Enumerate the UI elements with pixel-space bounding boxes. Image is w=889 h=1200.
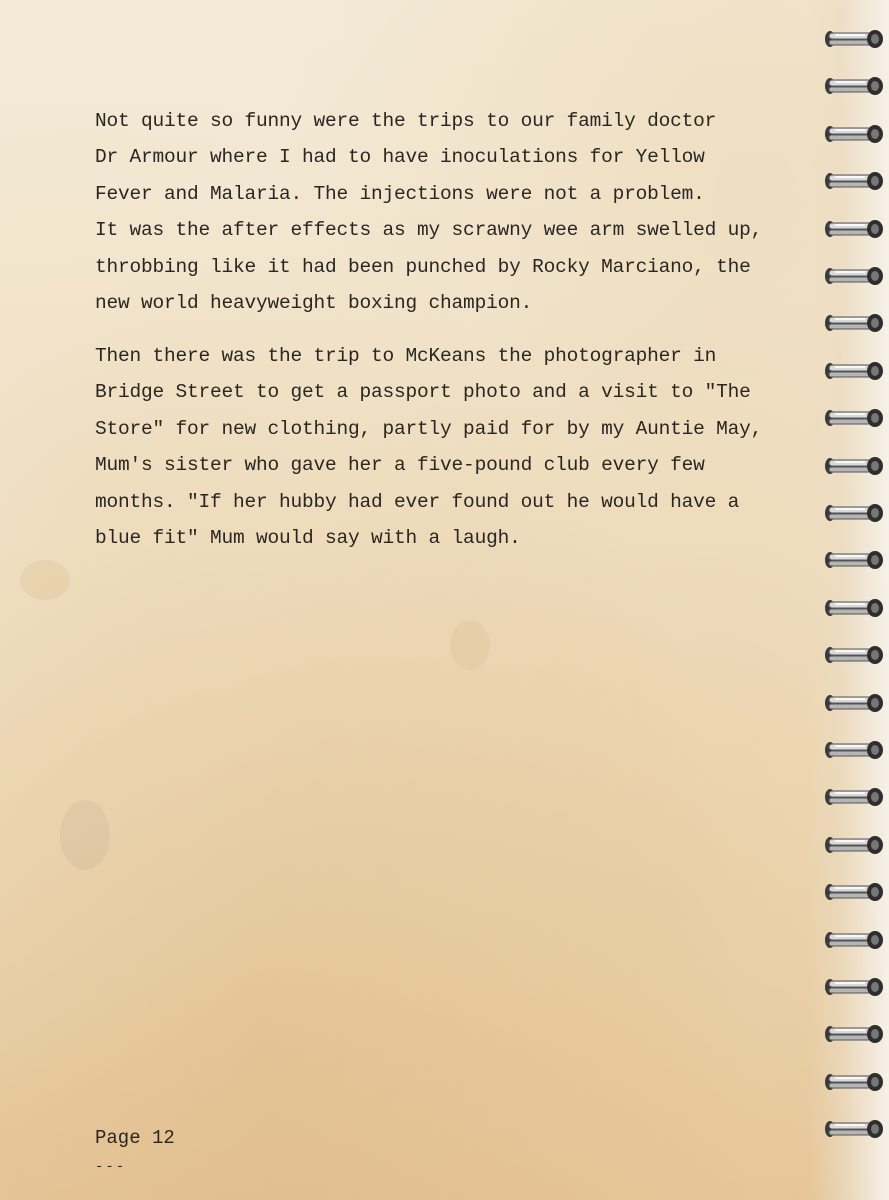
spiral-ring [823, 407, 885, 429]
spiral-ring [823, 123, 885, 145]
text-line: months. "If her hubby had ever found out he would have a [95, 490, 740, 513]
spiral-ring [823, 929, 885, 951]
spiral-ring [823, 834, 885, 856]
spiral-ring [823, 739, 885, 761]
paragraph-doctor [95, 103, 795, 321]
spiral-ring [823, 597, 885, 619]
text-line: blue fit" Mum would say with a laugh. [95, 527, 521, 550]
spiral-ring [823, 312, 885, 334]
spiral-ring [823, 644, 885, 666]
spiral-ring [823, 455, 885, 477]
paper-stain [60, 800, 110, 870]
text-line: throbbing like it had been punched by Rocky Marciano, the [95, 255, 751, 278]
text-line: new world heavyweight boxing champion. [95, 292, 533, 315]
spiral-ring [823, 1118, 885, 1140]
spiral-ring [823, 881, 885, 903]
paper-stain [20, 560, 70, 600]
spiral-ring [823, 786, 885, 808]
page-number: Page 12 [95, 1127, 175, 1149]
text-line: Mum's sister who gave her a five-pound club every few [95, 454, 705, 477]
paragraph-photographer [95, 338, 795, 556]
spiral-ring [823, 692, 885, 714]
text-line: Store" for new clothing, partly paid for by my Auntie May, [95, 417, 763, 440]
spiral-ring [823, 502, 885, 524]
spiral-ring [823, 218, 885, 240]
page-number-underline: --- [95, 1159, 127, 1175]
spiral-ring [823, 265, 885, 287]
spiral-ring [823, 28, 885, 50]
spiral-ring [823, 1071, 885, 1093]
spiral-ring [823, 170, 885, 192]
spiral-ring [823, 360, 885, 382]
text-line: Not quite so funny were the trips to our family doctor [95, 110, 717, 132]
text-line: It was the after effects as my scrawny wee arm swelled up, [95, 219, 763, 242]
spiral-ring [823, 549, 885, 571]
text-line: Dr Armour where I had to have inoculations for Yellow [95, 146, 705, 169]
paper-stain [450, 620, 490, 670]
text-line: Bridge Street to get a passport photo and a visit to "The [95, 381, 751, 404]
spiral-ring [823, 1023, 885, 1045]
text-line: Fever and Malaria. The injections were not a problem. [95, 182, 705, 205]
text-line: Then there was the trip to McKeans the photographer in [95, 345, 717, 367]
spiral-binding [819, 0, 889, 1200]
spiral-ring [823, 75, 885, 97]
spiral-ring [823, 976, 885, 998]
